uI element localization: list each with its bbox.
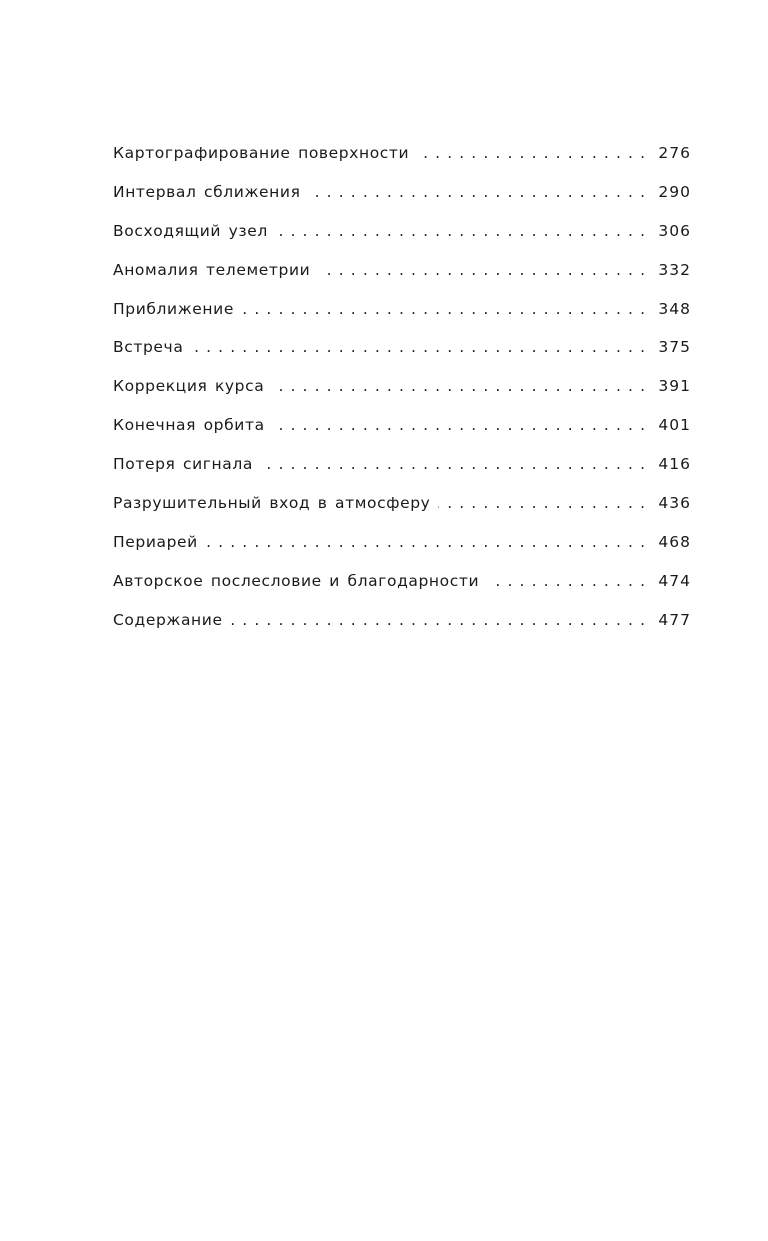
toc-dot-leader — [318, 261, 645, 279]
table-of-contents — [113, 144, 691, 650]
toc-entry-title: Разрушительный вход в атмосферу — [113, 494, 431, 513]
toc-entry-title: Конечная орбита — [113, 416, 265, 435]
toc-dot-leader — [309, 183, 646, 201]
toc-entry[interactable] — [113, 455, 691, 494]
toc-dot-leader — [206, 533, 645, 551]
toc-entry[interactable] — [113, 572, 691, 611]
toc-entry-title: Интервал сближения — [113, 182, 301, 201]
toc-entry-title: Коррекция курса — [113, 377, 265, 396]
toc-entry-title: Восходящий узел — [113, 221, 268, 240]
toc-dot-leader — [417, 144, 645, 162]
toc-entry[interactable] — [113, 494, 691, 533]
toc-entry-page: 375 — [658, 338, 691, 357]
toc-entry-page: 401 — [658, 416, 691, 435]
toc-entry[interactable] — [113, 300, 691, 339]
toc-entry-page: 474 — [658, 571, 691, 590]
toc-entry[interactable] — [113, 416, 691, 455]
toc-entry-title: Периарей — [113, 532, 198, 551]
toc-entry-page: 468 — [658, 532, 691, 551]
toc-entry[interactable] — [113, 533, 691, 572]
toc-entry-title: Аномалия телеметрии — [113, 260, 311, 279]
toc-entry-page: 290 — [658, 182, 691, 201]
toc-entry[interactable] — [113, 377, 691, 416]
toc-dot-leader — [276, 222, 645, 240]
toc-entry-title: Картографирование поверхности — [113, 144, 410, 162]
toc-entry-title: Встреча — [113, 338, 184, 357]
toc-entry-page: 416 — [658, 455, 691, 474]
toc-entry-title: Содержание — [113, 610, 223, 629]
toc-entry[interactable] — [113, 611, 691, 650]
toc-entry-page: 348 — [658, 299, 691, 318]
toc-dot-leader — [272, 377, 645, 395]
toc-dot-leader — [191, 338, 645, 356]
toc-dot-leader — [438, 494, 645, 512]
toc-entry-page: 391 — [658, 377, 691, 396]
toc-entry[interactable] — [113, 338, 691, 377]
toc-dot-leader — [273, 416, 645, 434]
toc-entry[interactable] — [113, 144, 691, 183]
toc-entry[interactable] — [113, 261, 691, 300]
toc-entry-page: 332 — [658, 260, 691, 279]
toc-dot-leader — [242, 300, 645, 318]
toc-entry-page: 477 — [658, 610, 691, 629]
toc-dot-leader — [261, 455, 645, 473]
toc-entry-page: 436 — [658, 494, 691, 513]
toc-entry-title: Приближение — [113, 299, 234, 318]
toc-entry-page: 306 — [658, 221, 691, 240]
toc-entry-page: 276 — [658, 144, 691, 162]
toc-entry[interactable] — [113, 183, 691, 222]
toc-dot-leader — [231, 611, 645, 629]
toc-dot-leader — [487, 572, 645, 590]
toc-entry-title: Потеря сигнала — [113, 455, 253, 474]
toc-entry-title: Авторское послесловие и благодарности — [113, 571, 480, 590]
toc-entry[interactable] — [113, 222, 691, 261]
